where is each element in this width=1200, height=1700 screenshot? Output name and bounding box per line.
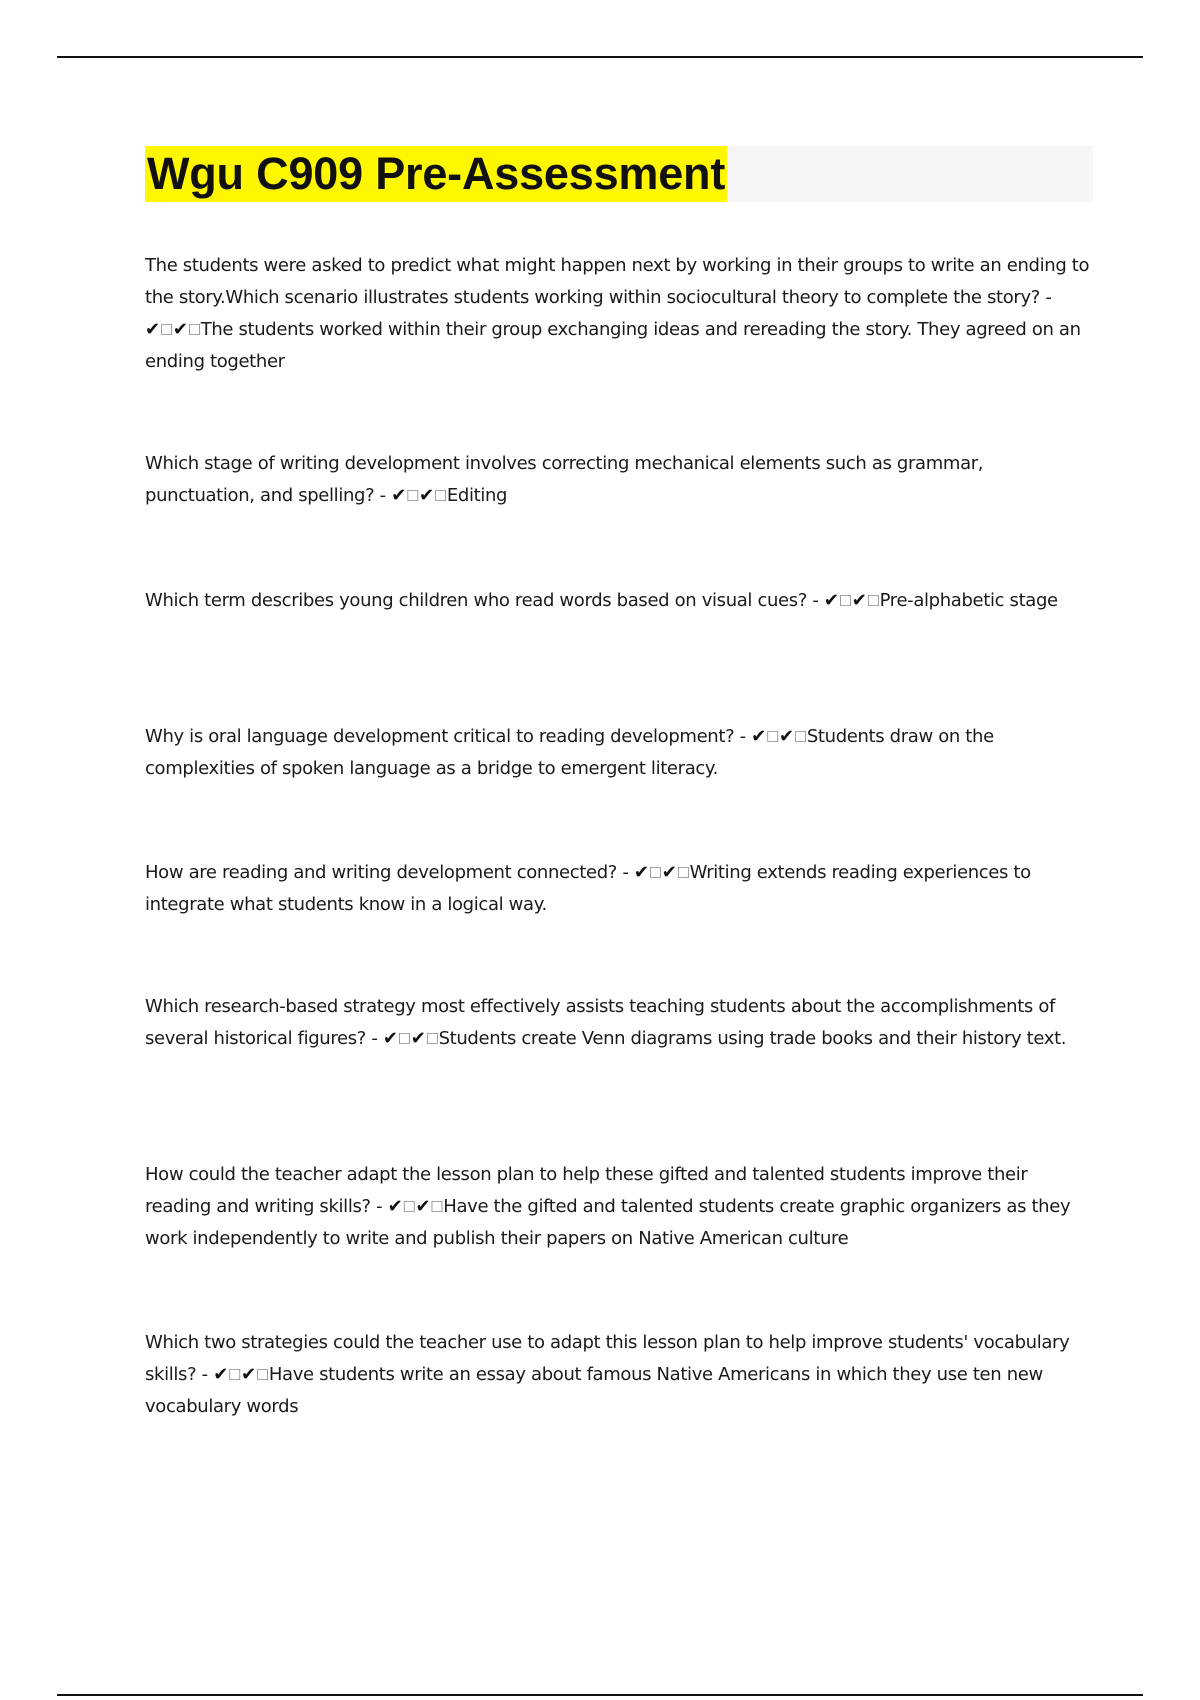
qa-item	[145, 1159, 1090, 1255]
separator: -	[734, 726, 752, 747]
separator: -	[365, 1028, 383, 1049]
checkmark-icon: ✔	[382, 1028, 398, 1049]
answer-text: Students draw on the complexities of spoken language as a bridge to emergent literacy.	[145, 726, 994, 779]
checkmark-icon: ✔	[145, 319, 160, 340]
separator: -	[374, 485, 392, 506]
page-title: Wgu C909 Pre-Assessment	[145, 146, 727, 202]
checkmark-icon: ✔	[751, 726, 766, 747]
box-icon: ☐	[793, 728, 807, 746]
box-icon: ☐	[402, 1198, 416, 1216]
question-text: Which term describes young children who read words based on visual cues?	[145, 590, 808, 611]
title-band	[145, 146, 1093, 202]
box-icon: ☐	[765, 728, 780, 746]
qa-item	[145, 1327, 1090, 1423]
box-icon: ☐	[430, 1198, 444, 1216]
answer-text: Have the gifted and talented students create graphic organizers as they work independently to write and publish their papers on Native American culture	[145, 1196, 1071, 1249]
checkmark-icon: ✔	[419, 485, 434, 506]
box-icon: ☐	[433, 487, 447, 505]
top-rule	[57, 56, 1143, 58]
box-icon: ☐	[838, 592, 852, 610]
box-icon: ☐	[648, 864, 662, 882]
box-icon: ☐	[397, 1030, 411, 1048]
checkmark-icon: ✔	[213, 1364, 228, 1385]
box-icon: ☐	[255, 1366, 269, 1384]
question-text: Which research-based strategy most effectively assists teaching students about the accomplishments of several historical figures?	[145, 996, 1055, 1049]
separator: -	[807, 590, 824, 611]
question-text: Which stage of writing development involves correcting mechanical elements such as grammar, punctuation, and spelling?	[145, 453, 984, 506]
bottom-rule	[57, 1694, 1143, 1696]
qa-item	[145, 721, 1090, 785]
checkmark-icon: ✔	[779, 726, 794, 747]
box-icon: ☐	[866, 592, 880, 610]
checkmark-icon: ✔	[661, 862, 677, 883]
question-text: How are reading and writing development connected?	[145, 862, 618, 883]
checkmark-icon: ✔	[391, 485, 406, 506]
box-icon: ☐	[405, 487, 420, 505]
box-icon: ☐	[227, 1366, 242, 1384]
answer-text: The students worked within their group exchanging ideas and rereading the story. They agreed on an ending together	[145, 319, 1081, 372]
qa-item	[145, 250, 1090, 378]
separator: -	[1040, 287, 1052, 308]
separator: -	[617, 862, 634, 883]
answer-text: Have students write an essay about famous Native Americans in which they use ten new vocabulary words	[145, 1364, 1043, 1417]
question-text: How could the teacher adapt the lesson plan to help these gifted and talented students improve their reading and writing skills?	[145, 1164, 1028, 1217]
box-icon: ☐	[187, 321, 201, 339]
qa-item	[145, 857, 1090, 921]
answer-text: Editing	[446, 485, 508, 506]
box-icon: ☐	[159, 321, 173, 339]
separator: -	[370, 1196, 388, 1217]
checkmark-icon: ✔	[851, 590, 867, 611]
question-text: Which two strategies could the teacher use to adapt this lesson plan to help improve students' vocabulary skills?	[145, 1332, 1070, 1385]
box-icon: ☐	[425, 1030, 439, 1048]
answer-text: Students create Venn diagrams using trade books and their history text.	[438, 1028, 1067, 1049]
checkmark-icon: ✔	[241, 1364, 256, 1385]
qa-item	[145, 448, 1090, 512]
qa-item	[145, 585, 1090, 617]
question-text: Why is oral language development critical to reading development?	[145, 726, 735, 747]
question-text: The students were asked to predict what might happen next by working in their groups to write an ending to the story.Which scenario illustrates students working within sociocultural theory to complete the story?	[145, 255, 1090, 308]
answer-text: Pre-alphabetic stage	[879, 590, 1058, 611]
checkmark-icon: ✔	[410, 1028, 426, 1049]
answer-text: Writing extends reading experiences to integrate what students know in a logical way.	[145, 862, 1031, 915]
checkmark-icon: ✔	[633, 862, 649, 883]
checkmark-icon: ✔	[823, 590, 839, 611]
qa-item	[145, 991, 1090, 1055]
checkmark-icon: ✔	[172, 319, 188, 340]
box-icon: ☐	[676, 864, 690, 882]
checkmark-icon: ✔	[387, 1196, 403, 1217]
checkmark-icon: ✔	[415, 1196, 431, 1217]
separator: -	[196, 1364, 214, 1385]
